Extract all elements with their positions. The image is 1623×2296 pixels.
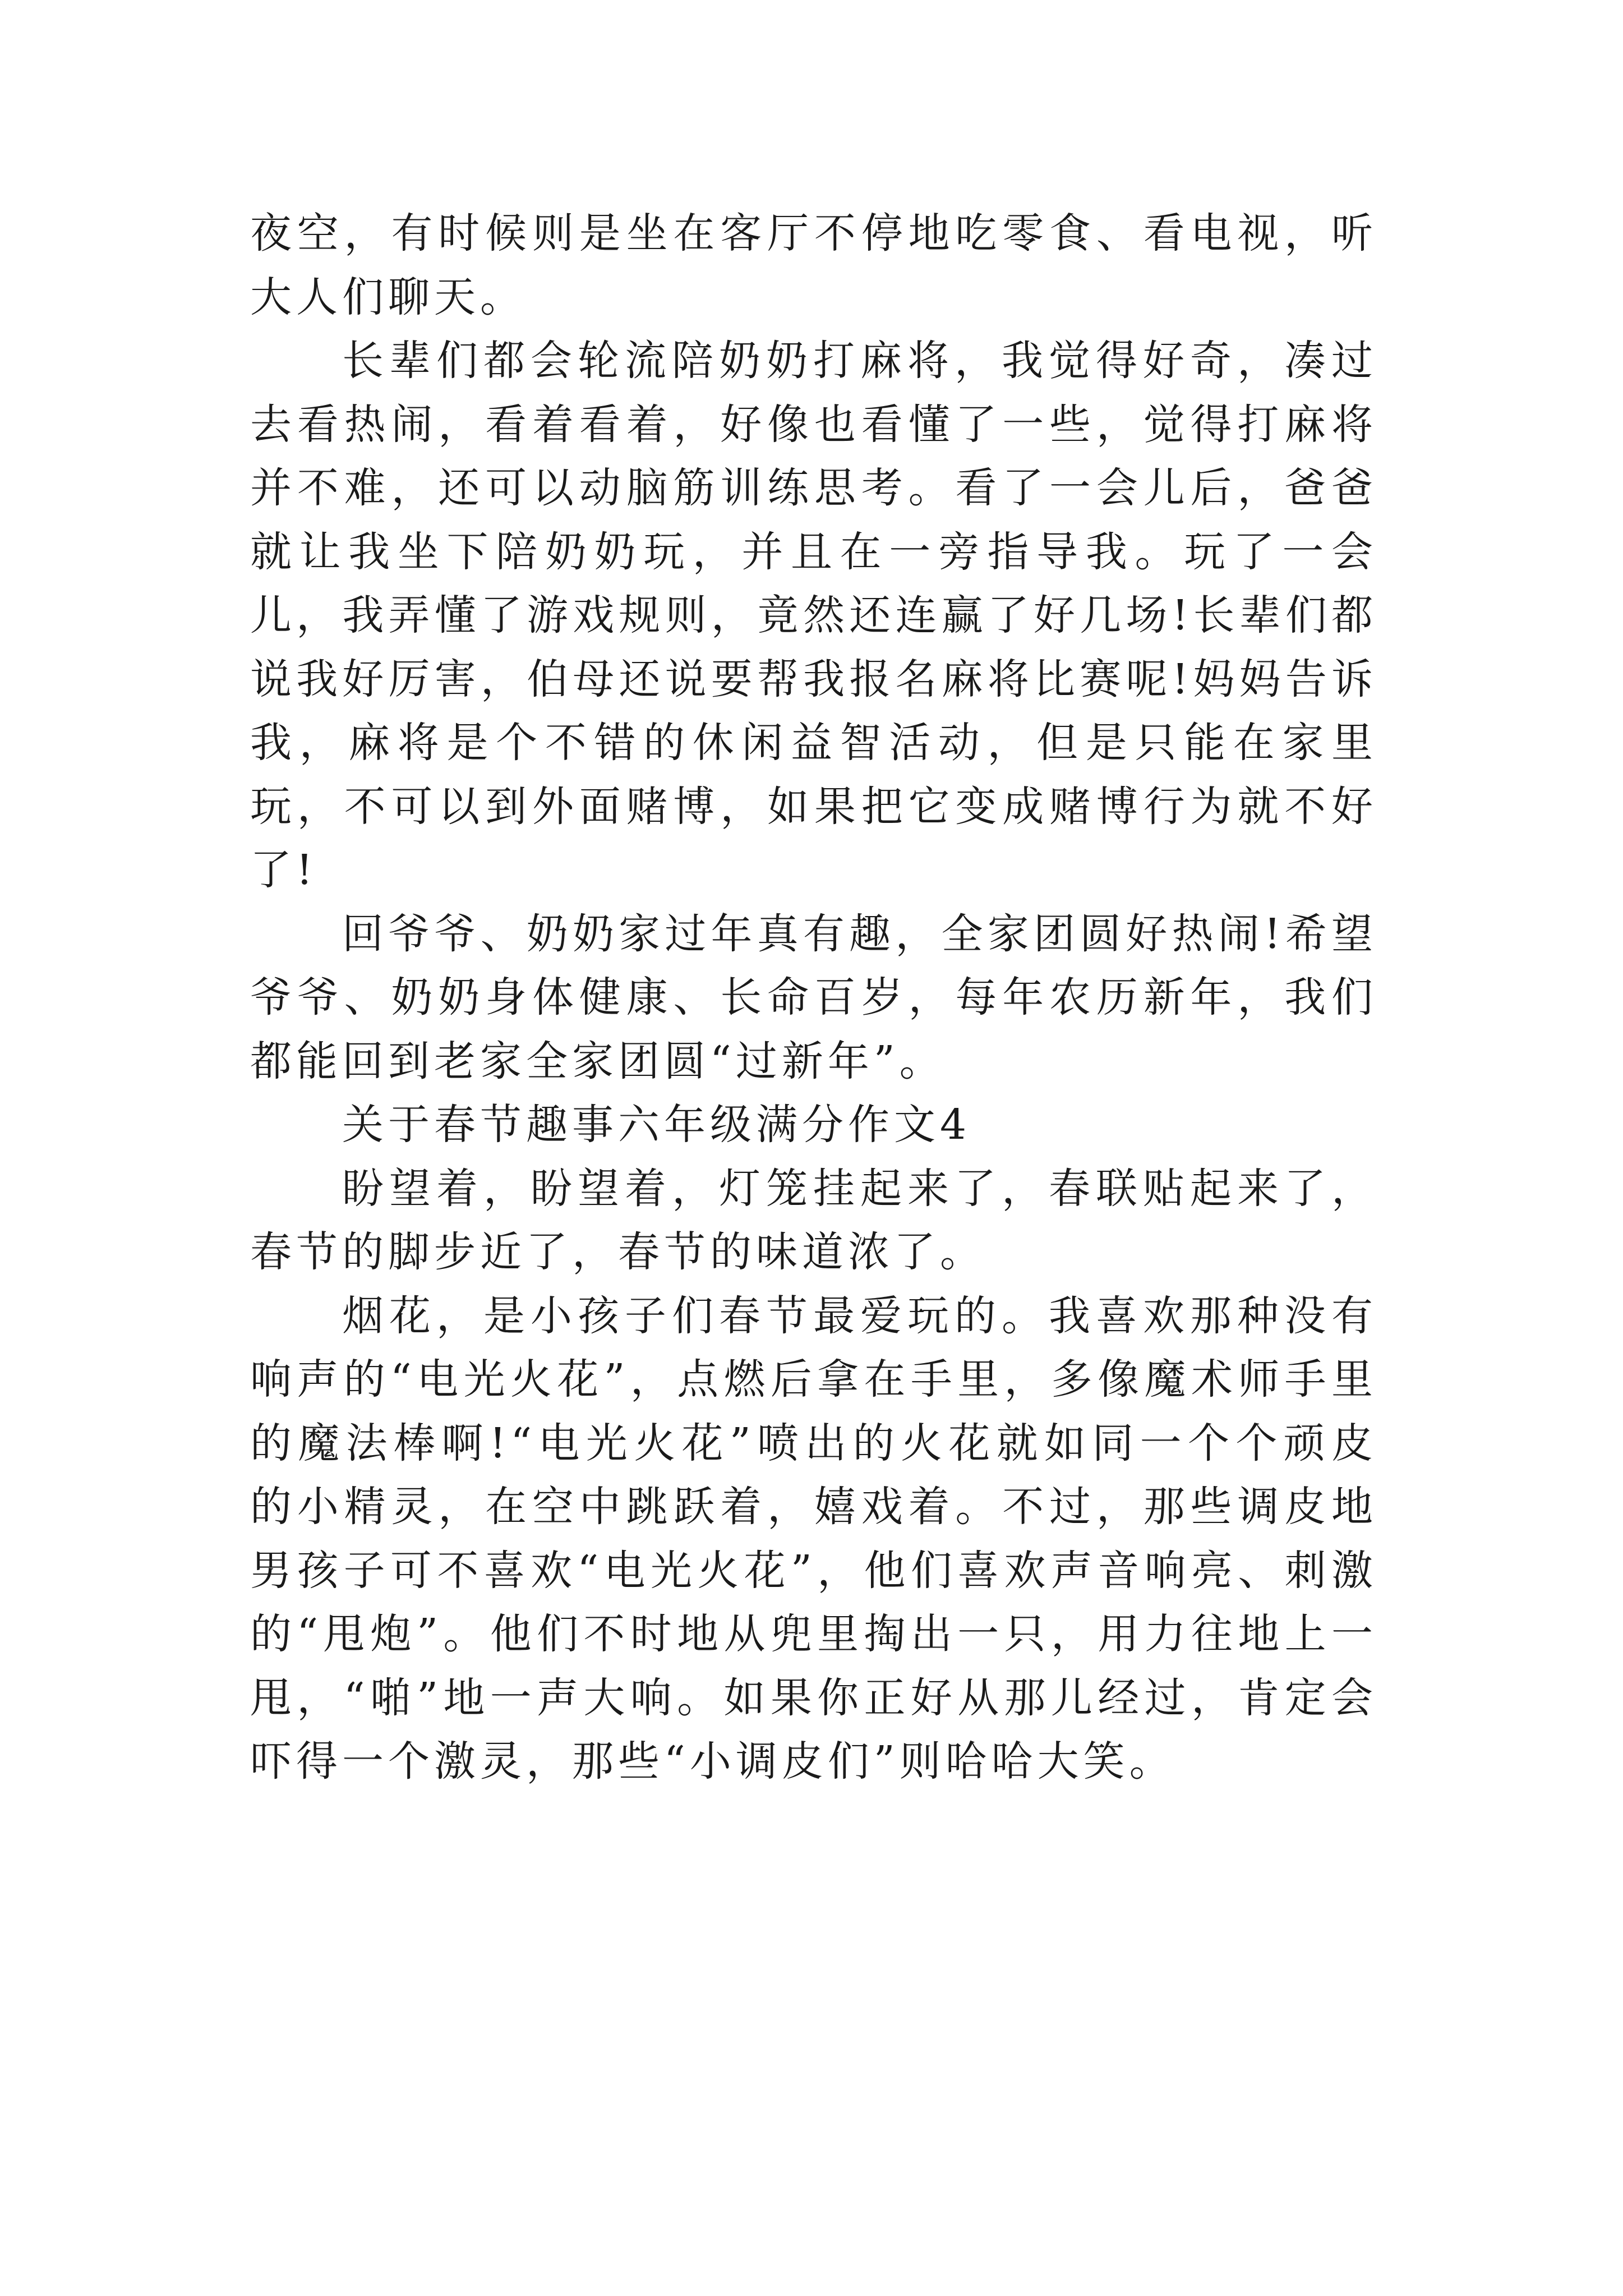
- body-text: [250, 202, 1377, 1794]
- section-heading: 关于春节趣事六年级满分作文4: [342, 1101, 971, 1149]
- paragraph-5: 烟花，是小孩子们春节最爱玩的。我喜欢那种没有响声的“电光火花”，点燃后拿在手里，多像魔术师手里的魔法棒啊!“电光火花”喷出的火花就如同一个个顽皮的小精灵，在空中跳跃着，嬉戏着。不过，那些调皮地男孩子可不喜欢“电光火花”，他们喜欢声音响亮、刺激的“甩炮”。他们不时地从兜里掏出一只，用力往地上一甩，“啪”地一声大响。如果你正好从那儿经过，肯定会吓得一个激灵，那些“小调皮们”则哈哈大笑。: [250, 1291, 1377, 1786]
- paragraph-4: 盼望着，盼望着，灯笼挂起来了，春联贴起来了，春节的脚步近了，春节的味道浓了。: [250, 1164, 1377, 1276]
- paragraph-3: 回爷爷、奶奶家过年真有趣，全家团圆好热闹!希望爷爷、奶奶身体健康、长命百岁，每年农历新年，我们都能回到老家全家团圆“过新年”。: [250, 909, 1377, 1085]
- paragraph-1: 夜空，有时候则是坐在客厅不停地吃零食、看电视，听大人们聊天。: [250, 209, 1377, 321]
- paragraph-2: 长辈们都会轮流陪奶奶打麻将，我觉得好奇，凑过去看热闹，看着看着，好像也看懂了一些，觉得打麻将并不难，还可以动脑筋训练思考。看了一会儿后，爸爸就让我坐下陪奶奶玩，并且在一旁指导我。玩了一会儿，我弄懂了游戏规则，竟然还连赢了好几场!长辈们都说我好厉害，伯母还说要帮我报名麻将比赛呢!妈妈告诉我，麻将是个不错的休闲益智活动，但是只能在家里玩，不可以到外面赌博，如果把它变成赌博行为就不好了!: [250, 337, 1377, 894]
